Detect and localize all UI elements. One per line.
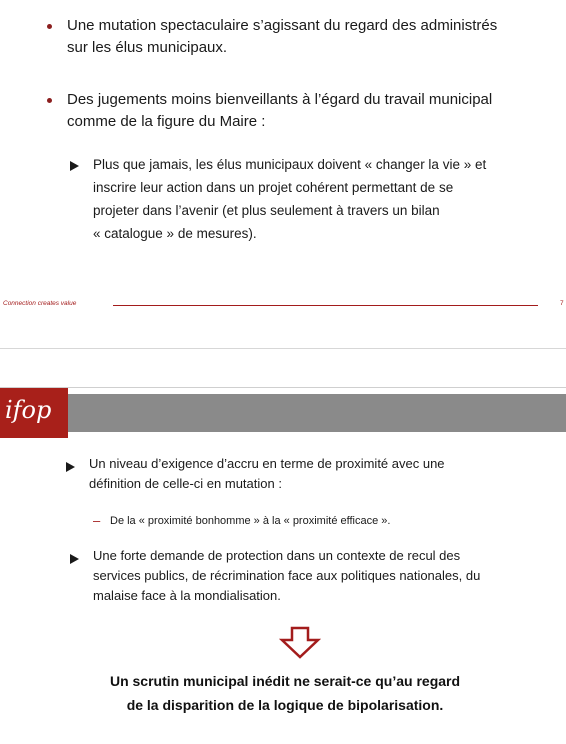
arrowhead-bullet-icon [66,462,75,472]
header-band [0,394,566,432]
sub-bullet-line-2: inscrire leur action dans un projet cohérent permettant de se [93,180,454,195]
item-2-line-3: malaise face à la mondialisation. [93,588,281,603]
conclusion-line-1: Un scrutin municipal inédit ne serait-ce qu’au regard [109,673,461,689]
arrowhead-bullet-icon [70,554,79,564]
down-arrow-icon [279,626,321,660]
conclusion [60,669,510,717]
sub-bullet-text [93,153,533,245]
conclusion-line-2: de la disparition de la logique de bipolarisation. [126,697,444,713]
slide-separator-top [0,348,566,349]
item-1-text [89,454,541,494]
sub-bullet-line-4: « catalogue » de mesures). [93,226,257,241]
round-bullet-icon [47,98,52,103]
sub-item-text: De la « proximité bonhomme » à la « proximité efficace ». [110,515,391,527]
item-2-line-1: Une forte demande de protection dans un contexte de recul des [93,548,461,563]
logo-text: ifop [5,396,52,424]
arrowhead-bullet-icon [70,161,79,171]
item-1-line-2: définition de celle-ci en mutation : [89,476,282,491]
bullet-2-text [67,89,547,133]
footer-tagline: Connection creates value [3,300,77,307]
page-number: 7 [560,300,564,307]
bullet-1-line-2: sur les élus municipaux. [67,39,228,56]
bullet-2-line-1: Des jugements moins bienveillants à l’égard du travail municipal [67,91,493,108]
round-bullet-icon [47,24,52,29]
footer-divider [113,305,538,306]
bullet-1-line-1: Une mutation spectaculaire s’agissant du regard des administrés [67,17,498,34]
sub-bullet-line-3: projeter dans l’avenir (et plus seulement à travers un bilan [93,203,440,218]
ifop-logo [0,388,68,438]
item-1-line-1: Un niveau d’exigence d’accru en terme de proximité avec une [89,456,445,471]
sub-bullet-line-1: Plus que jamais, les élus municipaux doivent « changer la vie » et [93,157,487,172]
item-2-text [93,546,541,606]
slide-separator-bottom [0,387,566,388]
bullet-2-line-2: comme de la figure du Maire : [67,113,266,130]
bullet-1-text [67,15,547,59]
dash-bullet: – [93,513,101,528]
item-2-line-2: services publics, de récrimination face aux politiques nationales, du [93,568,481,583]
